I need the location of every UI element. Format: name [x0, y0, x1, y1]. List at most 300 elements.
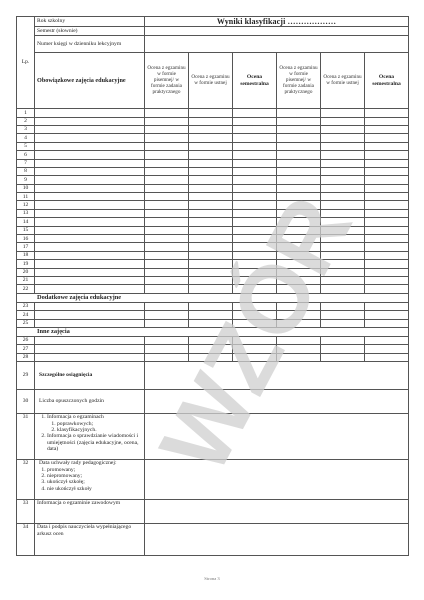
grade-cell[interactable] — [365, 125, 409, 133]
table-row — [17, 319, 409, 327]
grade-cell[interactable] — [365, 336, 409, 344]
grade-cell[interactable] — [189, 134, 233, 142]
numer-ksiegi-value-cell[interactable] — [145, 36, 409, 53]
absences-label: Liczba opuszczonych godzin — [35, 390, 145, 414]
row-number: 2 — [17, 117, 35, 125]
grades-form-table — [16, 16, 409, 556]
grade-cell[interactable] — [233, 353, 277, 361]
grade-cell[interactable] — [145, 184, 189, 192]
grade-cell[interactable] — [145, 353, 189, 361]
grade-cell[interactable] — [145, 277, 189, 285]
subject-name-cell[interactable] — [35, 193, 145, 201]
table-row — [17, 268, 409, 276]
row-number: 6 — [17, 151, 35, 159]
grade-cell[interactable] — [233, 209, 277, 217]
grade-cell[interactable] — [277, 226, 321, 234]
subject-name-cell[interactable] — [35, 159, 145, 167]
grade-cell[interactable] — [321, 184, 365, 192]
table-row — [17, 251, 409, 259]
grade-cell[interactable] — [189, 302, 233, 310]
grade-cell[interactable] — [365, 159, 409, 167]
grade-cell[interactable] — [321, 109, 365, 117]
subject-name-cell[interactable] — [35, 218, 145, 226]
grade-cell[interactable] — [145, 209, 189, 217]
grade-cell[interactable] — [277, 251, 321, 259]
grade-cell[interactable] — [321, 151, 365, 159]
grade-cell[interactable] — [189, 151, 233, 159]
grade-cell[interactable] — [189, 235, 233, 243]
subject-name-cell[interactable] — [35, 209, 145, 217]
table-row — [17, 151, 409, 159]
grade-cell[interactable] — [145, 159, 189, 167]
grade-cell[interactable] — [233, 159, 277, 167]
grade-cell[interactable] — [277, 209, 321, 217]
grade-cell[interactable] — [277, 268, 321, 276]
grade-cell[interactable] — [233, 125, 277, 133]
row-number: 22 — [17, 285, 35, 293]
grade-cell[interactable] — [321, 243, 365, 251]
row-number: 9 — [17, 176, 35, 184]
grade-cell[interactable] — [145, 260, 189, 268]
row-number: 13 — [17, 209, 35, 217]
subject-name-cell[interactable] — [35, 201, 145, 209]
table-row — [17, 353, 409, 361]
grade-cell[interactable] — [277, 167, 321, 175]
grade-cell[interactable] — [365, 142, 409, 150]
council-resolution-label — [35, 460, 145, 500]
table-row — [17, 277, 409, 285]
row-number: 19 — [17, 260, 35, 268]
grade-cell[interactable] — [365, 277, 409, 285]
grade-cell[interactable] — [321, 251, 365, 259]
grade-cell[interactable] — [233, 243, 277, 251]
table-row — [17, 125, 409, 133]
subject-name-cell[interactable] — [35, 336, 145, 344]
semestr-label: Semestr (słownie) — [35, 27, 145, 36]
grade-cell[interactable] — [233, 193, 277, 201]
grade-cell[interactable] — [233, 319, 277, 327]
grade-cell[interactable] — [189, 167, 233, 175]
grade-cell[interactable] — [277, 285, 321, 293]
grade-cell[interactable] — [145, 176, 189, 184]
table-row — [17, 142, 409, 150]
grade-cell[interactable] — [233, 151, 277, 159]
grade-cell[interactable] — [365, 251, 409, 259]
row-number: 8 — [17, 167, 35, 175]
grade-cell[interactable] — [277, 353, 321, 361]
table-row — [17, 345, 409, 353]
grade-cell[interactable] — [321, 218, 365, 226]
subject-name-cell[interactable] — [35, 134, 145, 142]
grade-cell[interactable] — [365, 151, 409, 159]
grade-cell[interactable] — [321, 125, 365, 133]
grade-cell[interactable] — [189, 243, 233, 251]
grade-cell[interactable] — [365, 226, 409, 234]
row-number: 17 — [17, 243, 35, 251]
absences-cell[interactable] — [145, 390, 409, 414]
grade-cell[interactable] — [321, 235, 365, 243]
grade-cell[interactable] — [145, 251, 189, 259]
grade-cell[interactable] — [233, 142, 277, 150]
grade-cell[interactable] — [145, 319, 189, 327]
grade-cell[interactable] — [365, 134, 409, 142]
table-row — [17, 235, 409, 243]
grade-cell[interactable] — [277, 277, 321, 285]
grade-cell[interactable] — [277, 117, 321, 125]
grade-cell[interactable] — [277, 260, 321, 268]
grade-cell[interactable] — [189, 268, 233, 276]
subject-name-cell[interactable] — [35, 302, 145, 310]
grade-cell[interactable] — [277, 184, 321, 192]
subject-name-cell[interactable] — [35, 235, 145, 243]
grade-cell[interactable] — [365, 311, 409, 319]
grade-cell[interactable] — [145, 345, 189, 353]
row-number: 5 — [17, 142, 35, 150]
grade-cell[interactable] — [321, 302, 365, 310]
watermark-text: WZÓR — [140, 180, 373, 490]
grade-cell[interactable] — [277, 336, 321, 344]
grade-cell[interactable] — [233, 268, 277, 276]
vocational-exam-cell[interactable] — [145, 500, 409, 524]
exams-info-label — [35, 414, 145, 460]
grade-cell[interactable] — [189, 176, 233, 184]
grade-cell[interactable] — [233, 117, 277, 125]
row-number: 24 — [17, 311, 35, 319]
other-section-label: Inne zajęcia — [17, 327, 409, 336]
grade-cell[interactable] — [321, 311, 365, 319]
table-row — [17, 176, 409, 184]
grade-cell[interactable] — [321, 277, 365, 285]
row-number: 18 — [17, 251, 35, 259]
subject-name-cell[interactable] — [35, 243, 145, 251]
row-number: 31 — [17, 414, 35, 460]
grade-cell[interactable] — [277, 218, 321, 226]
grade-cell[interactable] — [233, 109, 277, 117]
table-row — [17, 193, 409, 201]
row-number: 11 — [17, 193, 35, 201]
grade-cell[interactable] — [365, 302, 409, 310]
row-number: 28 — [17, 353, 35, 361]
grade-cell[interactable] — [321, 260, 365, 268]
grade-cell[interactable] — [145, 151, 189, 159]
grade-cell[interactable] — [233, 176, 277, 184]
additional-section-label: Dodatkowe zajęcia edukacyjne — [17, 293, 409, 302]
numer-ksiegi-label: Numer księgi w dzienniku lekcyjnym — [35, 36, 145, 53]
list-item: 4. nie ukończył szkoły — [47, 486, 142, 492]
list-item: 2. Informacja o sprawdzianie wiadomości i umiejętności (zajęcia edukacyjne, ocena, data) — [47, 433, 142, 452]
sem2-grade-header: Ocena semestralna — [365, 53, 409, 109]
table-row — [17, 117, 409, 125]
table-row — [17, 302, 409, 310]
grade-cell[interactable] — [145, 285, 189, 293]
grade-cell[interactable] — [321, 134, 365, 142]
grade-cell[interactable] — [233, 311, 277, 319]
grade-cell[interactable] — [189, 277, 233, 285]
row-number: 23 — [17, 302, 35, 310]
grade-cell[interactable] — [321, 209, 365, 217]
document-sheet — [16, 16, 408, 576]
table-body — [17, 17, 409, 556]
grade-cell[interactable] — [365, 285, 409, 293]
table-row — [17, 218, 409, 226]
grade-cell[interactable] — [233, 251, 277, 259]
subject-name-cell[interactable] — [35, 353, 145, 361]
grade-cell[interactable] — [321, 117, 365, 125]
grade-cell[interactable] — [321, 285, 365, 293]
grade-cell[interactable] — [277, 193, 321, 201]
list-item: 3. ukończył szkołę; — [47, 479, 142, 485]
page-footer: Strona 3 — [204, 576, 220, 581]
teacher-signature-cell[interactable] — [145, 524, 409, 556]
council-resolution-list — [37, 467, 142, 493]
table-row — [17, 226, 409, 234]
exams-info-cell[interactable] — [145, 414, 409, 460]
row-number: 29 — [17, 362, 35, 390]
grade-cell[interactable] — [365, 209, 409, 217]
table-row — [17, 167, 409, 175]
grade-cell[interactable] — [189, 353, 233, 361]
row-number: 21 — [17, 277, 35, 285]
grade-cell[interactable] — [365, 193, 409, 201]
grade-cell[interactable] — [321, 353, 365, 361]
grade-cell[interactable] — [145, 268, 189, 276]
subject-name-cell[interactable] — [35, 142, 145, 150]
grade-cell[interactable] — [145, 226, 189, 234]
sem1-exam-written-header: Ocena z egzaminu w formie pisemnej/ w formie zadania praktycznego — [145, 53, 189, 109]
grade-cell[interactable] — [277, 311, 321, 319]
lp-header: Lp. — [17, 17, 35, 109]
grade-cell[interactable] — [189, 251, 233, 259]
grade-cell[interactable] — [189, 184, 233, 192]
row-number: 34 — [17, 524, 35, 556]
grade-cell[interactable] — [189, 336, 233, 344]
grade-cell[interactable] — [277, 142, 321, 150]
rok-szkolny-label: Rok szkolny — [35, 17, 145, 27]
grade-cell[interactable] — [365, 218, 409, 226]
subject-name-cell[interactable] — [35, 319, 145, 327]
subject-name-cell[interactable] — [35, 176, 145, 184]
grade-cell[interactable] — [145, 336, 189, 344]
grade-cell[interactable] — [365, 109, 409, 117]
row-number: 14 — [17, 218, 35, 226]
table-row — [17, 109, 409, 117]
subjects-column-header: Obowiązkowe zajęcia edukacyjne — [35, 53, 145, 109]
grade-cell[interactable] — [365, 243, 409, 251]
row-number: 27 — [17, 345, 35, 353]
subject-name-cell[interactable] — [35, 285, 145, 293]
subject-name-cell[interactable] — [35, 345, 145, 353]
grade-cell[interactable] — [321, 336, 365, 344]
table-row — [17, 184, 409, 192]
grade-cell[interactable] — [189, 125, 233, 133]
grade-cell[interactable] — [145, 134, 189, 142]
grade-cell[interactable] — [365, 268, 409, 276]
council-resolution-cell[interactable] — [145, 460, 409, 500]
grade-cell[interactable] — [145, 201, 189, 209]
grade-cell[interactable] — [189, 159, 233, 167]
subject-name-cell[interactable] — [35, 268, 145, 276]
council-resolution-title: Data uchwały rady pedagogicznej: — [39, 460, 117, 467]
grade-cell[interactable] — [321, 226, 365, 234]
grade-cell[interactable] — [277, 151, 321, 159]
sem1-grade-header: Ocena semestralna — [233, 53, 277, 109]
grade-cell[interactable] — [321, 201, 365, 209]
grade-cell[interactable] — [145, 311, 189, 319]
grade-cell[interactable] — [365, 167, 409, 175]
row-number: 25 — [17, 319, 35, 327]
sem1-exam-oral-header: Ocena z egzaminu w formie ustnej — [189, 53, 233, 109]
grade-cell[interactable] — [145, 243, 189, 251]
grade-cell[interactable] — [145, 117, 189, 125]
table-row — [17, 134, 409, 142]
grade-cell[interactable] — [321, 159, 365, 167]
row-number: 1 — [17, 109, 35, 117]
grade-cell[interactable] — [189, 142, 233, 150]
subject-name-cell[interactable] — [35, 251, 145, 259]
grade-cell[interactable] — [189, 117, 233, 125]
row-number: 33 — [17, 500, 35, 524]
grade-cell[interactable] — [145, 193, 189, 201]
grade-cell[interactable] — [233, 336, 277, 344]
grade-cell[interactable] — [189, 260, 233, 268]
grade-cell[interactable] — [365, 184, 409, 192]
subject-name-cell[interactable] — [35, 167, 145, 175]
grade-cell[interactable] — [233, 167, 277, 175]
table-row — [17, 159, 409, 167]
grade-cell[interactable] — [233, 285, 277, 293]
grade-cell[interactable] — [233, 134, 277, 142]
grade-cell[interactable] — [145, 142, 189, 150]
grade-cell[interactable] — [145, 218, 189, 226]
subject-name-cell[interactable] — [35, 226, 145, 234]
grade-cell[interactable] — [189, 193, 233, 201]
grade-cell[interactable] — [277, 125, 321, 133]
list-item: 1. promowany; — [47, 467, 142, 473]
teacher-signature-label: Data i podpis nauczyciela wypełniającego arkusz ocen — [35, 524, 145, 556]
grade-cell[interactable] — [277, 319, 321, 327]
grade-cell[interactable] — [277, 109, 321, 117]
grade-cell[interactable] — [233, 218, 277, 226]
subject-name-cell[interactable] — [35, 151, 145, 159]
grade-cell[interactable] — [189, 319, 233, 327]
grade-cell[interactable] — [321, 319, 365, 327]
grade-cell[interactable] — [233, 201, 277, 209]
table-row — [17, 201, 409, 209]
row-number: 3 — [17, 125, 35, 133]
row-number: 30 — [17, 390, 35, 414]
list-item — [47, 414, 142, 433]
grade-cell[interactable] — [233, 277, 277, 285]
grade-cell[interactable] — [145, 167, 189, 175]
subject-name-cell[interactable] — [35, 109, 145, 117]
exams-info-list — [37, 414, 142, 453]
row-number: 10 — [17, 184, 35, 192]
grade-cell[interactable] — [365, 235, 409, 243]
grade-cell[interactable] — [277, 235, 321, 243]
grade-cell[interactable] — [277, 159, 321, 167]
grade-cell[interactable] — [189, 226, 233, 234]
grade-cell[interactable] — [365, 353, 409, 361]
grade-cell[interactable] — [145, 109, 189, 117]
grade-cell[interactable] — [233, 226, 277, 234]
grade-cell[interactable] — [277, 243, 321, 251]
grade-cell[interactable] — [233, 235, 277, 243]
grade-cell[interactable] — [189, 209, 233, 217]
grade-cell[interactable] — [189, 345, 233, 353]
list-item: 1. poprawkowych; — [57, 421, 142, 427]
subject-name-cell[interactable] — [35, 184, 145, 192]
grade-cell[interactable] — [321, 176, 365, 184]
results-title: Wyniki klasyfikacji ……………… — [145, 17, 409, 27]
grade-cell[interactable] — [321, 268, 365, 276]
grade-cell[interactable] — [277, 345, 321, 353]
row-number: 20 — [17, 268, 35, 276]
grade-cell[interactable] — [277, 201, 321, 209]
grade-cell[interactable] — [365, 345, 409, 353]
list-item: 2. klasyfikacyjnych. — [57, 427, 142, 433]
sem2-exam-oral-header: Ocena z egzaminu w formie ustnej — [321, 53, 365, 109]
grade-cell[interactable] — [365, 117, 409, 125]
grade-cell[interactable] — [145, 125, 189, 133]
achievements-label: Szczególne osiągnięcia — [35, 362, 145, 390]
grade-cell[interactable] — [189, 285, 233, 293]
grade-cell[interactable] — [365, 201, 409, 209]
grade-cell[interactable] — [189, 109, 233, 117]
exams-info-sublist — [47, 421, 142, 434]
table-row — [17, 311, 409, 319]
list-item: 2. niepromowany; — [47, 473, 142, 479]
grade-cell[interactable] — [145, 235, 189, 243]
grade-cell[interactable] — [189, 201, 233, 209]
grade-cell[interactable] — [365, 260, 409, 268]
achievements-cell[interactable] — [145, 362, 409, 390]
grade-cell[interactable] — [365, 176, 409, 184]
table-row — [17, 209, 409, 217]
subject-name-cell[interactable] — [35, 311, 145, 319]
table-row — [17, 336, 409, 344]
grade-cell[interactable] — [189, 218, 233, 226]
vocational-exam-label: Informacja o egzaminie zawodowym — [35, 500, 145, 524]
sem2-exam-written-header: Ocena z egzaminu w formie pisemnej/ w formie zadania praktycznego — [277, 53, 321, 109]
row-number: 4 — [17, 134, 35, 142]
subject-name-cell[interactable] — [35, 117, 145, 125]
grade-cell[interactable] — [233, 345, 277, 353]
semestr-value-cell[interactable] — [145, 27, 409, 36]
grade-cell[interactable] — [233, 302, 277, 310]
table-row — [17, 260, 409, 268]
grade-cell[interactable] — [145, 302, 189, 310]
subject-name-cell[interactable] — [35, 260, 145, 268]
row-number: 15 — [17, 226, 35, 234]
grade-cell[interactable] — [233, 184, 277, 192]
grade-cell[interactable] — [365, 319, 409, 327]
grade-cell[interactable] — [189, 311, 233, 319]
grade-cell[interactable] — [277, 134, 321, 142]
row-number: 16 — [17, 235, 35, 243]
table-row — [17, 285, 409, 293]
exams-info-item1: Informacja o egzaminach — [47, 414, 104, 421]
subject-name-cell[interactable] — [35, 277, 145, 285]
grade-cell[interactable] — [321, 193, 365, 201]
subject-name-cell[interactable] — [35, 125, 145, 133]
grade-cell[interactable] — [233, 260, 277, 268]
grade-cell[interactable] — [321, 345, 365, 353]
grade-cell[interactable] — [321, 142, 365, 150]
grade-cell[interactable] — [277, 176, 321, 184]
grade-cell[interactable] — [321, 167, 365, 175]
row-number: 32 — [17, 460, 35, 500]
grade-cell[interactable] — [277, 302, 321, 310]
